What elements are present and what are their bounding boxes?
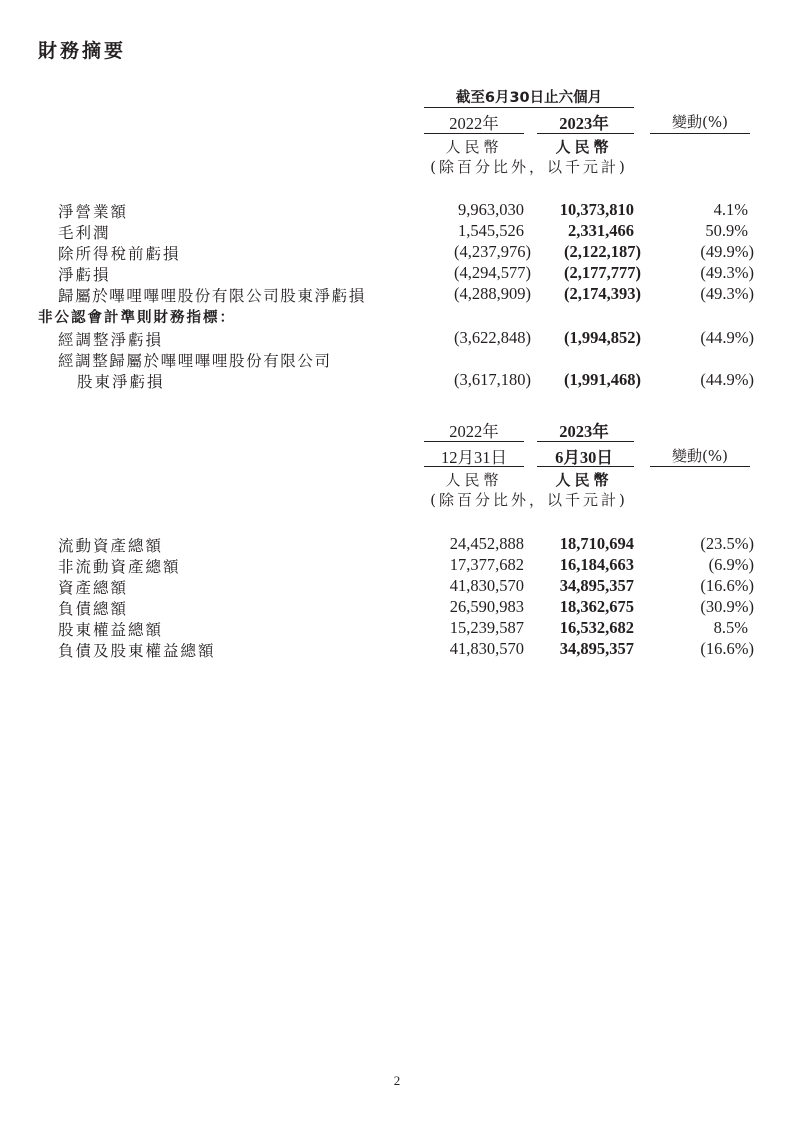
currency-2022: 人民幣 xyxy=(445,138,503,156)
currency-2023: 人民幣 xyxy=(555,138,613,156)
value-2023: (2,174,393) xyxy=(564,284,641,303)
row-label: 經調整淨虧損 xyxy=(58,331,164,349)
divider xyxy=(537,441,634,442)
change-value: (16.6%) xyxy=(700,639,754,658)
change-value: (16.6%) xyxy=(700,576,754,595)
value-2022: 15,239,587 xyxy=(449,618,524,637)
date-2022-header: 12月31日 xyxy=(441,448,507,467)
change-value: (30.9%) xyxy=(700,597,754,616)
date-2023-header: 6月30日 xyxy=(555,448,613,467)
value-2022: 17,377,682 xyxy=(449,555,524,574)
divider xyxy=(650,133,750,134)
page-number: 2 xyxy=(393,1073,401,1088)
value-2022: (3,622,848) xyxy=(454,328,531,347)
value-2022: 41,830,570 xyxy=(449,639,524,658)
row-label: 負債總額 xyxy=(58,600,129,618)
divider xyxy=(424,466,524,467)
value-2023: 34,895,357 xyxy=(559,576,634,595)
change-value: 4.1% xyxy=(713,200,748,219)
currency-2023: 人民幣 xyxy=(555,471,613,489)
value-2023: (1,991,468) xyxy=(564,370,641,389)
row-label-line2: 股東淨虧損 xyxy=(77,373,165,391)
row-label: 歸屬於嗶哩嗶哩股份有限公司股東淨虧損 xyxy=(58,287,366,305)
change-value: (49.3%) xyxy=(700,263,754,282)
row-label: 除所得稅前虧損 xyxy=(58,245,181,263)
value-2022: 24,452,888 xyxy=(449,534,524,553)
change-value: (49.3%) xyxy=(700,284,754,303)
divider xyxy=(424,107,634,108)
row-label: 負債及股東權益總額 xyxy=(58,642,216,660)
row-label: 淨營業額 xyxy=(58,203,129,221)
value-2023: 18,710,694 xyxy=(559,534,634,553)
value-2022: 41,830,570 xyxy=(449,576,524,595)
value-2022: 9,963,030 xyxy=(458,200,524,219)
change-value: 8.5% xyxy=(713,618,748,637)
col-change-header: 變動(%) xyxy=(672,113,728,131)
row-label-line1: 經調整歸屬於嗶哩嗶哩股份有限公司 xyxy=(58,352,332,370)
currency-2022: 人民幣 xyxy=(445,471,503,489)
row-label: 股東權益總額 xyxy=(58,621,164,639)
value-2022: 1,545,526 xyxy=(458,221,524,240)
value-2023: 16,184,663 xyxy=(559,555,634,574)
value-2023: 10,373,810 xyxy=(559,200,634,219)
row-label: 非流動資產總額 xyxy=(58,558,181,576)
non-gaap-heading: 非公認會計準則財務指標： xyxy=(38,310,236,326)
divider xyxy=(537,133,634,134)
value-2022: 26,590,983 xyxy=(449,597,524,616)
col-2022-header: 2022年 xyxy=(449,114,499,133)
value-2023: 16,532,682 xyxy=(559,618,634,637)
value-2023: 34,895,357 xyxy=(559,639,634,658)
change-value: 50.9% xyxy=(705,221,748,240)
unit-note: (除百分比外，以千元計) xyxy=(430,158,628,176)
change-value: (23.5%) xyxy=(700,534,754,553)
value-2022: (4,237,976) xyxy=(454,242,531,261)
row-label: 淨虧損 xyxy=(58,266,111,284)
year-2023-header: 2023年 xyxy=(559,422,609,441)
value-2022: (4,288,909) xyxy=(454,284,531,303)
col-2023-header: 2023年 xyxy=(559,114,609,133)
period-header: 截至6月30日止六個月 xyxy=(455,90,603,106)
page-title: 財務摘要 xyxy=(38,40,127,62)
divider xyxy=(424,133,524,134)
value-2023: (2,177,777) xyxy=(564,263,641,282)
divider xyxy=(424,441,524,442)
divider xyxy=(537,466,634,467)
change-value: (44.9%) xyxy=(700,370,754,389)
change-value: (6.9%) xyxy=(708,555,754,574)
col-change-header: 變動(%) xyxy=(672,447,728,465)
value-2023: 2,331,466 xyxy=(568,221,634,240)
divider xyxy=(650,466,750,467)
row-label: 資產總額 xyxy=(58,579,129,597)
value-2023: (1,994,852) xyxy=(564,328,641,347)
value-2022: (3,617,180) xyxy=(454,370,531,389)
value-2023: (2,122,187) xyxy=(564,242,641,261)
year-2022-header: 2022年 xyxy=(449,422,499,441)
change-value: (44.9%) xyxy=(700,328,754,347)
value-2023: 18,362,675 xyxy=(559,597,634,616)
row-label: 毛利潤 xyxy=(58,224,111,242)
change-value: (49.9%) xyxy=(700,242,754,261)
row-label: 流動資產總額 xyxy=(58,537,164,555)
unit-note: (除百分比外，以千元計) xyxy=(430,491,628,509)
value-2022: (4,294,577) xyxy=(454,263,531,282)
